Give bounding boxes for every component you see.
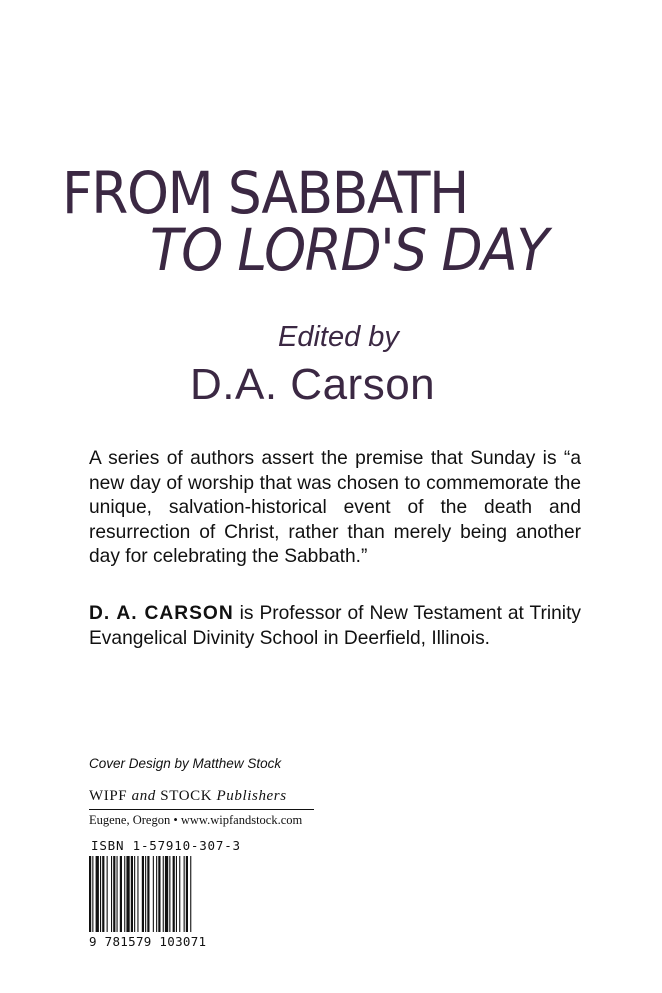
barcode-bar bbox=[186, 856, 188, 932]
barcode-bar bbox=[89, 856, 91, 932]
barcode-bar bbox=[145, 856, 146, 932]
publisher-name-and: and bbox=[131, 788, 156, 804]
barcode-bar bbox=[169, 856, 170, 932]
isbn-label: ISBN 1-57910-307-3 bbox=[91, 838, 241, 853]
barcode-bar bbox=[96, 856, 99, 932]
author-bio-name: D. A. CARSON bbox=[89, 603, 234, 624]
book-title-line-1: FROM SABBATH bbox=[62, 159, 468, 227]
barcode-bar bbox=[134, 856, 135, 932]
barcode-bar bbox=[156, 856, 157, 932]
publisher-name bbox=[89, 787, 287, 805]
barcode-bar bbox=[117, 856, 118, 932]
barcode-bar bbox=[102, 856, 104, 932]
publisher-name-stock: STOCK bbox=[155, 788, 217, 804]
publisher-name-publishers: Publishers bbox=[216, 788, 287, 804]
edited-by-label: Edited by bbox=[278, 321, 399, 353]
barcode-bar bbox=[111, 856, 112, 932]
barcode-bar bbox=[147, 856, 149, 932]
barcode-bar bbox=[100, 856, 101, 932]
barcode-digits: 9 781579 103071 bbox=[89, 934, 207, 949]
barcode-bar bbox=[176, 856, 177, 932]
barcode-bar bbox=[107, 856, 108, 932]
barcode-bar bbox=[126, 856, 129, 932]
editor-name: D.A. Carson bbox=[190, 360, 436, 409]
author-bio-text: is Professor of New Testament at Trinity Evangelical Divinity School in Deerfield, Illinois. bbox=[89, 603, 581, 649]
barcode-bar bbox=[179, 856, 180, 932]
book-title-line-2: TO LORD'S DAY bbox=[150, 216, 548, 284]
barcode-bar bbox=[113, 856, 115, 932]
barcode-bar bbox=[120, 856, 122, 932]
barcode-bar bbox=[158, 856, 160, 932]
barcode-bar bbox=[137, 856, 138, 932]
book-description: A series of authors assert the premise that Sunday is “a new day of worship that was chosen to commemorate the unique, salvation-historical event of the death and resurrection of Christ, rather than merely being another day for celebrating the Sabbath.” bbox=[89, 448, 581, 567]
barcode-bar bbox=[92, 856, 93, 932]
barcode-bar bbox=[165, 856, 168, 932]
publisher-address: Eugene, Oregon • www.wipfandstock.com bbox=[89, 813, 303, 827]
barcode-bar bbox=[173, 856, 175, 932]
barcode-bar bbox=[142, 856, 144, 932]
barcode-bar bbox=[184, 856, 185, 932]
barcode bbox=[89, 856, 222, 932]
author-bio bbox=[89, 602, 581, 651]
publisher-divider bbox=[89, 809, 314, 810]
barcode-bar bbox=[163, 856, 164, 932]
barcode-bar bbox=[131, 856, 133, 932]
cover-design-credit: Cover Design by Matthew Stock bbox=[89, 756, 282, 771]
publisher-name-wipf: WIPF bbox=[89, 788, 132, 804]
barcode-bar bbox=[153, 856, 154, 932]
barcode-bar bbox=[190, 856, 191, 932]
barcode-bar bbox=[124, 856, 125, 932]
